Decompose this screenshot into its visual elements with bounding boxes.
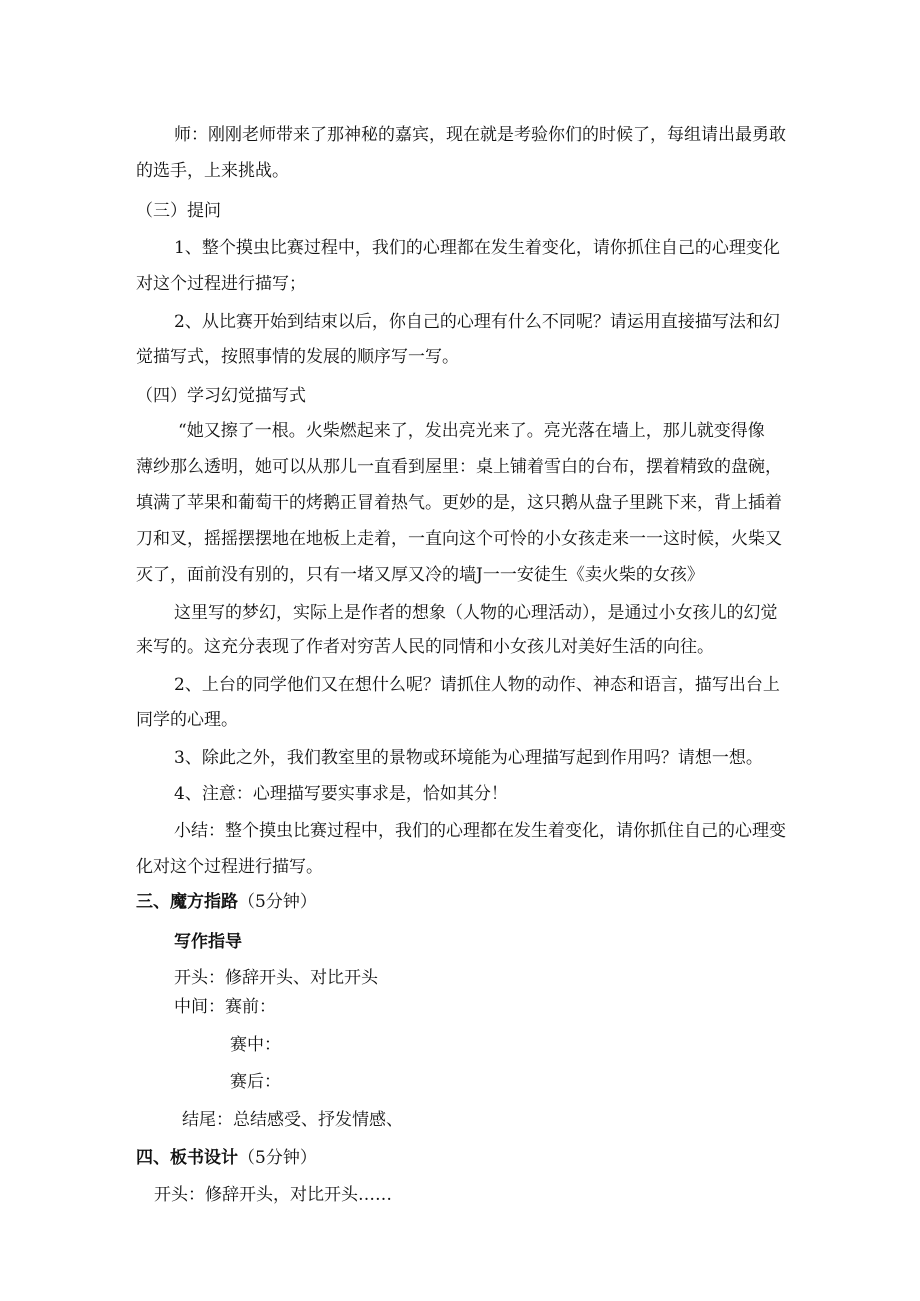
guide-after: 赛后： (230, 1072, 281, 1092)
text-line: 觉描写式，按照事情的发展的顺序写一写。 (136, 347, 459, 367)
text-line: 4、注意：心理描写要实事求是，恰如其分！ (174, 784, 508, 804)
quote-line: 灭了，面前没有别的，只有一堵又厚又冷的墙J一一安徒生《卖火柴的女孩》 (136, 565, 704, 585)
quote-line: 薄纱那么透明，她可以从那儿一直看到屋里：桌上铺着雪白的台布，摆着精致的盘碗， (136, 457, 782, 477)
text-line: 化对这个过程进行描写。 (136, 857, 323, 877)
section-3-title: 三、魔方指路 (136, 892, 238, 912)
text-line: 3、除此之外，我们教室里的景物或环境能为心理描写起到作用吗？请想一想。 (174, 748, 763, 768)
text-line: 这里写的梦幻，实际上是作者的想象（人物的心理活动），是通过小女孩儿的幻觉 (174, 603, 778, 623)
text-line: 2、上台的同学他们又在想什么呢？请抓住人物的动作、神态和语言，描写出台上 (174, 675, 780, 695)
guide-middle: 中间：赛前： (174, 997, 276, 1017)
section-heading: （三）提问 (136, 201, 221, 221)
quote-line: 填满了苹果和葡萄干的烤鹅正冒着热气。更妙的是，这只鹅从盘子里跳下来，背上插着 (136, 493, 782, 513)
text-line: 同学的心理。 (136, 710, 238, 730)
text-line: 对这个过程进行描写； (136, 274, 306, 294)
section-heading: （四）学习幻觉描写式 (136, 386, 306, 406)
text-line: 的选手，上来挑战。 (136, 161, 289, 181)
guide-ending: 结尾：总结感受、抒发情感、 (182, 1110, 403, 1130)
section-4-time: （5分钟） (238, 1148, 317, 1168)
guide-during: 赛中： (230, 1035, 281, 1055)
writing-guide-title: 写作指导 (174, 932, 242, 952)
section-4-title: 四、板书设计 (136, 1148, 238, 1168)
guide-opening: 开头：修辞开头、对比开头 (174, 968, 378, 988)
text-line: 小结：整个摸虫比赛过程中，我们的心理都在发生着变化，请你抓住自己的心理变 (174, 821, 786, 841)
text-line: 师：刚刚老师带来了那神秘的嘉宾，现在就是考验你们的时候了，每组请出最勇敢 (174, 125, 786, 145)
section-3-heading (136, 891, 317, 913)
board-opening: 开头：修辞开头，对比开头…… (154, 1185, 392, 1205)
text-line: 1、整个摸虫比赛过程中，我们的心理都在发生着变化，请你抓住自己的心理变化 (174, 238, 780, 258)
text-line: 来写的。这充分表现了作者对穷苦人民的同情和小女孩儿对美好生活的向往。 (136, 637, 714, 657)
section-3-time: （5分钟） (238, 892, 317, 912)
section-4-heading (136, 1147, 317, 1169)
quote-line: “她又擦了一根。火柴燃起来了，发出亮光来了。亮光落在墙上，那儿就变得像 (178, 421, 765, 441)
text-line: 2、从比赛开始到结束以后，你自己的心理有什么不同呢？请运用直接描写法和幻 (174, 312, 780, 332)
quote-line: 刀和叉，摇摇摆摆地在地板上走着，一直向这个可怜的小女孩走来一一这时候，火柴又 (136, 529, 782, 549)
